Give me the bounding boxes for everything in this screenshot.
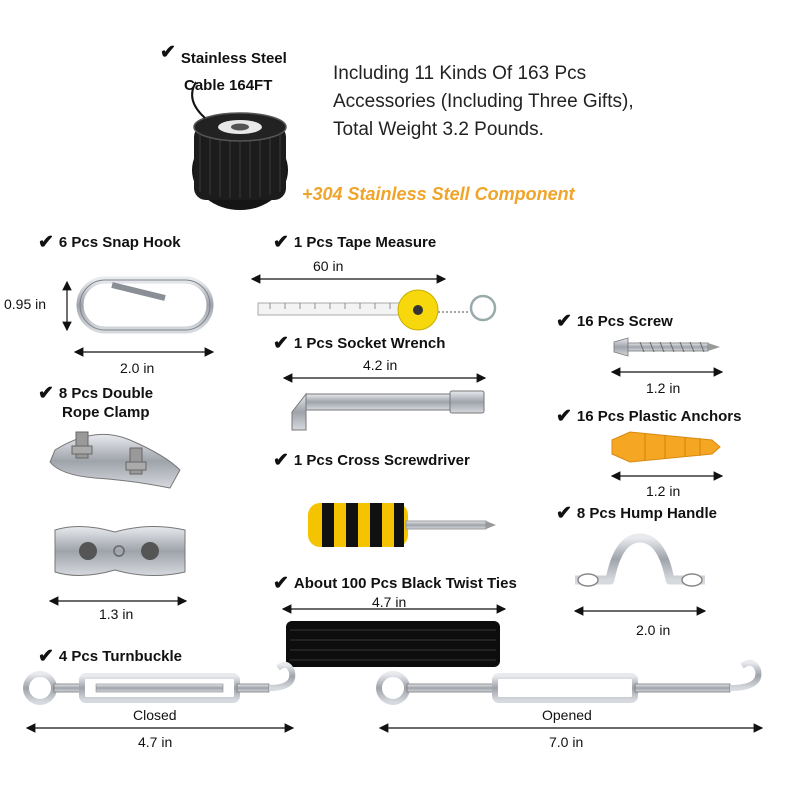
screwdriver-image [308,503,496,547]
screw-image [614,338,720,356]
rope-clamp-label-line2: Rope Clamp [62,404,150,421]
screw-length: 1.2 in [646,380,681,396]
socket-wrench-length: 4.2 in [363,357,398,373]
snap-hook-image [80,280,210,330]
turnbuckle-label: ✔ 4 Pcs Turnbuckle [38,646,183,667]
snap-hook-height: 0.95 in [4,296,47,312]
tape-measure-label: ✔ 1 Pcs Tape Measure [273,232,437,253]
check-icon: ✔ [38,646,54,667]
check-icon: ✔ [38,383,54,404]
check-icon: ✔ [556,406,572,427]
turnbuckle-closed-image [26,665,292,702]
snap-hook-width: 2.0 in [120,360,155,376]
rope-clamp-top-image [50,432,180,488]
twist-ties-length: 4.7 in [372,594,407,610]
turnbuckle-opened-length: 7.0 in [549,734,584,750]
check-icon: ✔ [556,503,572,524]
screw-label: ✔ 16 Pcs Screw [556,311,673,332]
cable-spool-image [192,82,288,210]
rope-clamp-bottom-image [55,526,185,575]
cable-label-line1: Stainless Steel [180,50,287,67]
check-icon: ✔ [273,333,289,354]
turnbuckle-opened-label: Opened [542,707,592,723]
turnbuckle-opened-image [379,663,758,702]
check-icon: ✔ [273,573,289,594]
hump-handle-length: 2.0 in [636,622,671,638]
twist-ties-label: ✔ About 100 Pcs Black Twist Ties [273,573,517,594]
turnbuckle-closed-length: 4.7 in [138,734,173,750]
cable-label [160,44,287,67]
rope-clamp-length: 1.3 in [99,606,134,622]
hump-handle-image [575,538,705,586]
socket-wrench-image [292,391,484,430]
product-description: Including 11 Kinds Of 163 Pcs Accessories (Including Three Gifts), Total Weight 3.2 Pounds. [333,63,634,140]
check-icon: ✔ [273,232,289,253]
anchors-length: 1.2 in [646,483,681,499]
check-icon: ✔ [556,311,572,332]
tape-measure-length: 60 in [313,258,344,274]
turnbuckle-closed-label: Closed [133,707,177,723]
stainless-promo: +304 Stainless Stell Component [302,184,575,204]
snap-hook-label: ✔ 6 Pcs Snap Hook [38,232,181,253]
plastic-anchor-image [612,432,720,462]
socket-wrench-label: ✔ 1 Pcs Socket Wrench [273,333,446,354]
check-icon: ✔ [273,450,289,471]
anchors-label: ✔ 16 Pcs Plastic Anchors [556,406,742,427]
screwdriver-label: ✔ 1 Pcs Cross Screwdriver [273,450,470,471]
check-icon: ✔ [38,232,54,253]
twist-ties-image [286,621,500,667]
cable-label-line2: Cable 164FT [184,77,273,94]
hump-handle-label: ✔ 8 Pcs Hump Handle [556,503,717,524]
tape-measure-image [252,279,495,330]
rope-clamp-label: ✔ 8 Pcs Double [38,383,154,404]
check-icon: ✔ [160,42,176,63]
